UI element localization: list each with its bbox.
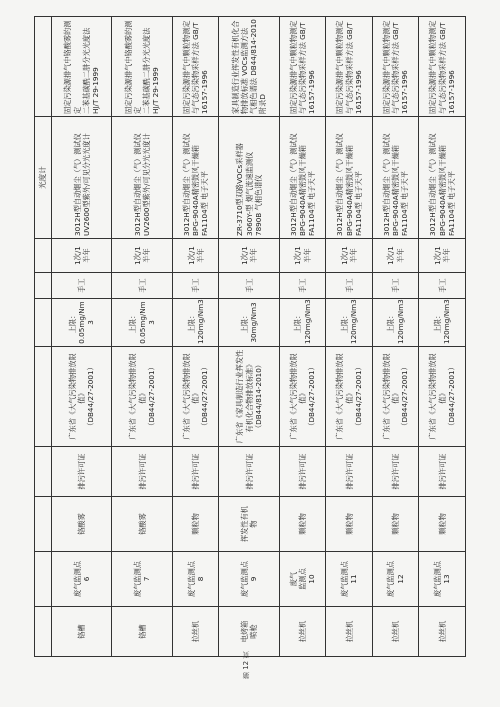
cell-workshop: 拉丝机 [326, 607, 373, 657]
cell-workshop: 电烤箱 喷枪 [219, 607, 279, 657]
cell-standard: 广东省《大气污染物排放限值》 （DB44/27-2001） [279, 347, 326, 447]
cell-pollutant: 颗粒物 [372, 497, 419, 552]
cell-workshop: 拉丝机 [419, 607, 466, 657]
cell-workshop: 铬槽 [112, 607, 172, 657]
cell-analysis: 固定污染源排气中颗粒物测定与气态污染物采样方法 GB/T 16157-1996 [326, 17, 373, 117]
cell-permit: 排污许可证 [419, 447, 466, 497]
cell-pollutant: 颗粒物 [326, 497, 373, 552]
header-cell [35, 273, 52, 299]
cell-permit: 排污许可证 [52, 447, 112, 497]
cell-instrument: 3012H型自动烟尘（气）测试仪 BPG-9040A精密鼓风干燥箱 FA1104型 电子天平 [279, 117, 326, 239]
cell-pollutant: 铬酸雾 [52, 497, 112, 552]
cell-method: 手工 [372, 273, 419, 299]
cell-limit: 上限： 120mg/Nm3 [172, 299, 219, 347]
cell-method: 手工 [219, 273, 279, 299]
cell-standard: 广东省《家具制造行业挥发性有机化合物排放标准》（DB44/814-2010） [219, 347, 279, 447]
rotated-table-wrapper [34, 17, 466, 657]
cell-workshop: 拉丝机 [172, 607, 219, 657]
cell-freq: 1次/1 半年 [52, 239, 112, 273]
table-row [52, 17, 112, 657]
cell-workshop: 拉丝机 [372, 607, 419, 657]
table-row [372, 17, 419, 657]
header-cell [35, 17, 52, 117]
table-row [172, 17, 219, 657]
cell-standard: 广东省《大气污染物排放限值》 （DB44/27-2001） [52, 347, 112, 447]
cell-analysis: 固定污染源排气中铬酸雾的测定 二苯基碳酰二肼分光光度法 HJ/T 29-1999 [52, 17, 112, 117]
cell-method: 手工 [52, 273, 112, 299]
cell-freq: 1次/1 半年 [279, 239, 326, 273]
header-instrument-cell: 光度计 [35, 117, 52, 239]
cell-standard: 广东省《大气污染物排放限值》 （DB44/27-2001） [372, 347, 419, 447]
cell-instrument: 3012H型自动烟尘（气）测试仪 UV2600型紫外/可见分光光度计 [52, 117, 112, 239]
cell-method: 手工 [326, 273, 373, 299]
header-cell [35, 239, 52, 273]
cell-instrument: 3012H型自动烟尘（气）测试仪 BPG-9040A精密鼓风干燥箱 FA1104型 电子天平 [172, 117, 219, 239]
cell-limit: 上限： 0.05mg/Nm 3 [52, 299, 112, 347]
cell-method: 手工 [172, 273, 219, 299]
header-cell [35, 497, 52, 552]
monitoring-table [34, 16, 466, 657]
table-row [112, 17, 172, 657]
header-cell [35, 299, 52, 347]
cell-pollutant: 颗粒物 [279, 497, 326, 552]
table-row [419, 17, 466, 657]
cell-analysis: 固定污染源排气中铬酸雾的测定 二苯基碳酰二肼分光光度法 HJ/T 29-1999 [112, 17, 172, 117]
header-cell [35, 552, 52, 607]
cell-freq: 1次/1 半年 [219, 239, 279, 273]
cell-method: 手工 [419, 273, 466, 299]
table-row [279, 17, 326, 657]
cell-limit: 上限： 30mg/Nm3 [219, 299, 279, 347]
cell-limit: 上限： 120mg/Nm3 [419, 299, 466, 347]
cell-limit: 上限： 120mg/Nm3 [279, 299, 326, 347]
cell-instrument: 3012H型自动烟尘（气）测试仪 BPG-9040A精密鼓风干燥箱 FA1104型 电子天平 [326, 117, 373, 239]
cell-pollutant: 颗粒物 [172, 497, 219, 552]
cell-instrument: 3012H型自动烟尘（气）测试仪 BPG-9040A精密鼓风干燥箱 FA1104型 电子天平 [419, 117, 466, 239]
cell-limit: 上限： 0.05mg/Nm 3 [112, 299, 172, 347]
cell-permit: 排污许可证 [172, 447, 219, 497]
cell-freq: 1次/1 半年 [326, 239, 373, 273]
cell-limit: 上限： 120mg/Nm3 [326, 299, 373, 347]
cell-permit: 排污许可证 [219, 447, 279, 497]
cell-standard: 广东省《大气污染物排放限值》 （DB44/27-2001） [172, 347, 219, 447]
header-cell [35, 447, 52, 497]
cell-analysis: 固定污染源排气中颗粒物测定与气态污染物采样方法 GB/T 16157-1996 [419, 17, 466, 117]
cell-point: 废气监测点 9 [219, 552, 279, 607]
cell-standard: 广东省《大气污染物排放限值》 （DB44/27-2001） [112, 347, 172, 447]
cell-instrument: ZR-3710型双路VOCs采样器 3060Y-型 烟气流速监测仪 7890B 气相色谱仪 [219, 117, 279, 239]
cell-freq: 1次/1 半年 [419, 239, 466, 273]
cell-freq: 1次/1 半年 [172, 239, 219, 273]
cell-point: 废气 监测点 10 [279, 552, 326, 607]
cell-workshop: 拉丝机 [279, 607, 326, 657]
cell-permit: 排污许可证 [279, 447, 326, 497]
cell-analysis: 固定污染源排气中颗粒物测定与气态污染物采样方法 GB/T 16157-1996 [279, 17, 326, 117]
cell-standard: 广东省《大气污染物排放限值》 （DB44/27-2001） [326, 347, 373, 447]
table-row [326, 17, 373, 657]
cell-analysis: 固定污染源排气中颗粒物测定与气态污染物采样方法 GB/T 16157-1996 [372, 17, 419, 117]
cell-pollutant: 颗粒物 [419, 497, 466, 552]
table-row [219, 17, 279, 657]
header-cell [35, 347, 52, 447]
cell-permit: 排污许可证 [112, 447, 172, 497]
cell-workshop: 铬槽 [52, 607, 112, 657]
cell-freq: 1次/1 半年 [112, 239, 172, 273]
cell-pollutant: 铬酸雾 [112, 497, 172, 552]
cell-analysis: 家具制造行业挥发性有机化合物排放标准 VOCs监测方法 气相色谱法 DB44/814-2010 附录D [219, 17, 279, 117]
header-cell [35, 607, 52, 657]
cell-pollutant: 挥发性有机 物 [219, 497, 279, 552]
cell-point: 废气监测点 12 [372, 552, 419, 607]
cell-point: 废气监测点 13 [419, 552, 466, 607]
cell-limit: 上限： 120mg/Nm3 [372, 299, 419, 347]
cell-point: 废气监测点 6 [52, 552, 112, 607]
page-number: 第 12 页 [242, 651, 250, 679]
cell-point: 废气监测点 11 [326, 552, 373, 607]
cell-permit: 排污许可证 [326, 447, 373, 497]
cell-method: 手工 [112, 273, 172, 299]
table-body [35, 17, 466, 657]
cell-instrument: 3012H型自动烟尘（气）测试仪 BPG-9040A精密鼓风干燥箱 FA1104型 电子天平 [372, 117, 419, 239]
cell-instrument: 3012H型自动烟尘（气）测试仪 UV2600型紫外/可见分光光度计 [112, 117, 172, 239]
cell-point: 废气监测点 8 [172, 552, 219, 607]
cell-point: 废气监测点 7 [112, 552, 172, 607]
cell-method: 手工 [279, 273, 326, 299]
cell-freq: 1次/1 半年 [372, 239, 419, 273]
cell-standard: 广东省《大气污染物排放限值》 （DB44/27-2001） [419, 347, 466, 447]
cell-permit: 排污许可证 [372, 447, 419, 497]
header-row [35, 17, 52, 657]
cell-analysis: 固定污染源排气中颗粒物测定与气态污染物采样方法 GB/T 16157-1996 [172, 17, 219, 117]
